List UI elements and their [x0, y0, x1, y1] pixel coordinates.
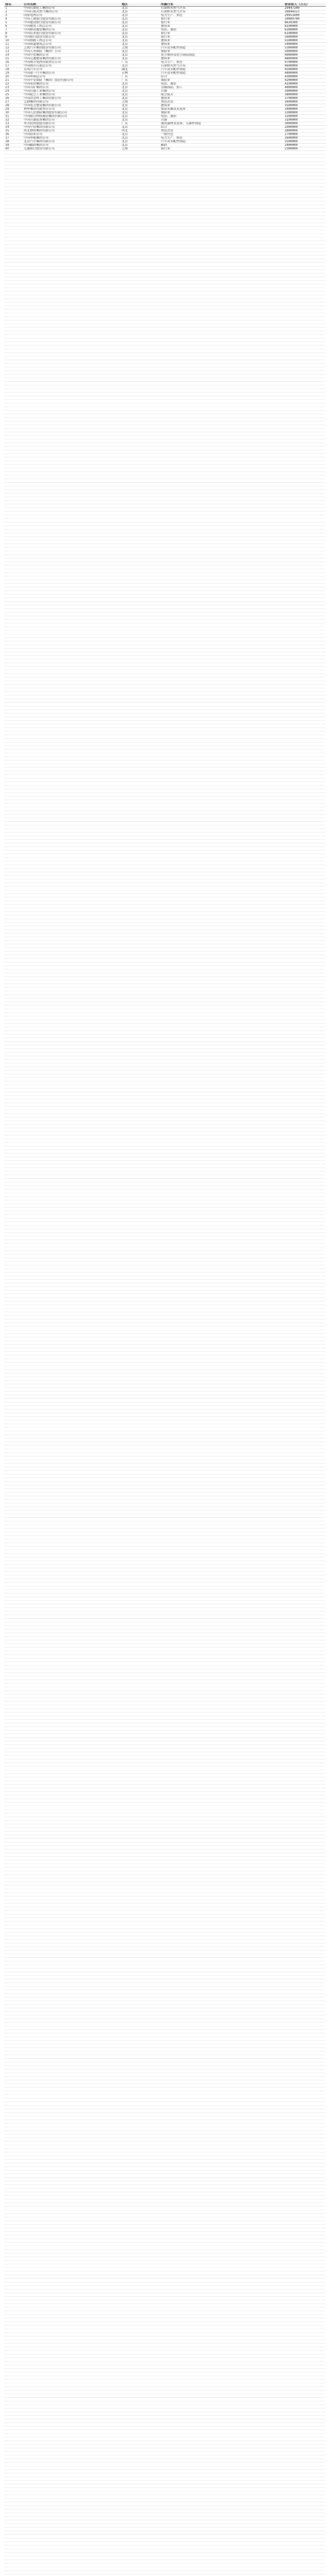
company-cell: 中国五矿集团公司 [23, 86, 121, 90]
rank-cell: 36 [4, 133, 23, 137]
region-cell: 北京 [121, 126, 160, 129]
company-cell: 中国电信集团公司 [23, 82, 121, 86]
industry-cell: 邮政 [160, 144, 284, 147]
column-header-region: 地区 [121, 3, 160, 7]
rank-cell: 37 [4, 137, 23, 140]
company-cell: 中国航空工业集团公司 [23, 93, 121, 97]
rank-cell: 12 [4, 46, 23, 50]
region-cell: 北京 [121, 104, 160, 108]
revenue-cell: 2400000 [284, 144, 326, 147]
table-row [4, 46, 326, 50]
revenue-cell: 3000000 [284, 122, 326, 126]
company-cell: 国家电网公司 [23, 14, 121, 18]
column-header-revenue: 营业收入（万元） [284, 3, 326, 7]
revenue-cell: 4400000 [284, 72, 326, 75]
region-cell: 广东 [121, 75, 160, 79]
table-row [4, 126, 326, 129]
table-row [4, 133, 326, 137]
table-row [4, 137, 326, 140]
industry-cell: 建筑业 [160, 57, 284, 61]
rank-cell: 27 [4, 100, 23, 104]
table-row [4, 50, 326, 54]
company-cell: 中国银行股份有限公司 [23, 36, 121, 39]
table-row [4, 100, 326, 104]
table-row [4, 7, 326, 10]
column-header-rank: 排名 [4, 3, 23, 7]
region-cell: 北京 [121, 25, 160, 28]
rank-cell: 2 [4, 10, 23, 14]
region-cell: 北京 [121, 118, 160, 122]
revenue-cell: 5600000 [284, 36, 326, 39]
region-cell: 北京 [121, 54, 160, 57]
industry-cell: 银行业 [160, 36, 284, 39]
company-cell: 中国平安保险（集团）股份有限公司 [23, 79, 121, 82]
company-cell: 中国海洋石油总公司 [23, 64, 121, 68]
region-cell: 广东 [121, 79, 160, 82]
region-cell: 北京 [121, 144, 160, 147]
revenue-cell: 3900000 [284, 90, 326, 93]
rank-cell: 29 [4, 108, 23, 111]
rank-cell: 15 [4, 57, 23, 61]
table-row [4, 118, 326, 122]
rank-cell: 35 [4, 129, 23, 133]
region-cell: 北京 [121, 21, 160, 25]
table-row [4, 39, 326, 43]
region-cell: 上海 [121, 100, 160, 104]
revenue-cell: 6100000 [284, 32, 326, 36]
industry-cell: 电信、通信 [160, 82, 284, 86]
industry-cell: 银行业 [160, 18, 284, 21]
table-row [4, 68, 326, 72]
region-cell: 上海 [121, 46, 160, 50]
industry-cell: 综合 [160, 75, 284, 79]
revenue-cell: 3700000 [284, 97, 326, 100]
industry-cell: 黑色冶金 [160, 129, 284, 133]
industry-cell: 石油和天然气开采 [160, 7, 284, 10]
revenue-cell: 4800000 [284, 57, 326, 61]
company-cell: 中国中信集团有限公司 [23, 126, 121, 129]
industry-cell: 煤炭采掘及采选业 [160, 108, 284, 111]
table-row [4, 97, 326, 100]
region-cell: 北京 [121, 108, 160, 111]
region-cell: 吉林 [121, 72, 160, 75]
rank-cell: 1 [4, 7, 23, 10]
table-row [4, 18, 326, 21]
table-row [4, 111, 326, 115]
region-cell: 北京 [121, 64, 160, 68]
region-cell: 北京 [121, 14, 160, 18]
revenue-cell: 4700000 [284, 61, 326, 64]
column-header-industry: 所属行业 [160, 3, 284, 7]
revenue-cell: 2300000 [284, 147, 326, 151]
table-row [4, 122, 326, 126]
rank-cell: 9 [4, 36, 23, 39]
revenue-cell: 3300000 [284, 111, 326, 115]
table-row [4, 10, 326, 14]
industry-cell: 保险业 [160, 111, 284, 115]
rank-cell: 4 [4, 18, 23, 21]
table-row [4, 14, 326, 18]
revenue-cell: 4500000 [284, 68, 326, 72]
industry-cell: 电力生产、供应 [160, 14, 284, 18]
revenue-cell: 2900000 [284, 126, 326, 129]
company-cell: 中国农业银行股份有限公司 [23, 32, 121, 36]
rank-cell: 8 [4, 32, 23, 36]
rank-cell: 17 [4, 64, 23, 68]
industry-cell: 化学原料及化学制品制造 [160, 54, 284, 57]
region-cell: 北京 [121, 10, 160, 14]
table-row [4, 129, 326, 133]
industry-cell: 保险业 [160, 79, 284, 82]
table-row [4, 72, 326, 75]
region-cell: 湖北 [121, 68, 160, 72]
table-row [4, 54, 326, 57]
company-cell: 中国兵器工业集团公司 [23, 90, 121, 93]
revenue-cell: 4000000 [284, 86, 326, 90]
revenue-cell: 2600000 [284, 137, 326, 140]
revenue-cell: 3600000 [284, 100, 326, 104]
revenue-cell: 2500000 [284, 140, 326, 144]
revenue-cell: 5300000 [284, 46, 326, 50]
industry-cell: 银行业 [160, 21, 284, 25]
rank-cell: 32 [4, 118, 23, 122]
company-cell: 中国中化集团公司 [23, 54, 121, 57]
company-cell: 中国移动通信集团公司 [23, 28, 121, 32]
industry-cell: 兵器 [160, 118, 284, 122]
region-cell: 北京 [121, 43, 160, 46]
table-row [4, 21, 326, 25]
rank-cell: 20 [4, 75, 23, 79]
revenue-cell: 3400000 [284, 108, 326, 111]
industry-cell: 银行业 [160, 147, 284, 151]
table-row [4, 28, 326, 32]
rank-cell: 26 [4, 97, 23, 100]
table-row [4, 64, 326, 68]
company-cell: 中国建筑工程总公司 [23, 25, 121, 28]
table-row [4, 25, 326, 28]
region-cell: 北京 [121, 50, 160, 54]
region-cell: 北京 [121, 137, 160, 140]
industry-cell: 保险业 [160, 50, 284, 54]
table-row [4, 140, 326, 144]
revenue-cell: 5500000 [284, 39, 326, 43]
rank-cell: 5 [4, 21, 23, 25]
rank-cell: 19 [4, 72, 23, 75]
revenue-cell: 3200000 [284, 115, 326, 118]
region-cell: 河北 [121, 129, 160, 133]
region-cell: 北京 [121, 93, 160, 97]
industry-cell: 汽车及零配件制造 [160, 140, 284, 144]
rank-cell: 31 [4, 115, 23, 118]
revenue-cell: 20951600 [284, 14, 326, 18]
region-cell: 北京 [121, 140, 160, 144]
industry-cell: 汽车及零配件制造 [160, 68, 284, 72]
region-cell: 北京 [121, 18, 160, 21]
industry-cell: 兵器 [160, 90, 284, 93]
ranking-sheet [4, 3, 326, 2576]
rank-cell: 24 [4, 90, 23, 93]
company-cell: 中国华能集团公司 [23, 137, 121, 140]
rank-cell: 23 [4, 86, 23, 90]
region-cell: 北京 [121, 57, 160, 61]
region-cell: 广东 [121, 61, 160, 64]
rank-cell: 22 [4, 82, 23, 86]
company-cell: 中国兵器装备集团公司 [23, 118, 121, 122]
company-cell: 中国人寿保险（集团）公司 [23, 50, 121, 54]
table-row [4, 115, 326, 118]
revenue-cell: 4600000 [284, 64, 326, 68]
industry-cell: 黑色冶金 [160, 100, 284, 104]
table-row [4, 75, 326, 79]
column-header-company: 公司名称 [23, 3, 121, 7]
company-cell: 中国华润总公司 [23, 75, 121, 79]
region-cell: 北京 [121, 111, 160, 115]
company-cell: 中国建设银行股份有限公司 [23, 21, 121, 25]
industry-cell: 航空航天 [160, 93, 284, 97]
company-cell: 中国交通建设集团有限公司 [23, 57, 121, 61]
region-cell: 北京 [121, 90, 160, 93]
rank-cell: 25 [4, 93, 23, 97]
company-cell: 中国电力建设集团有限公司 [23, 104, 121, 108]
region-cell: 北京 [121, 82, 160, 86]
region-cell: 北京 [121, 86, 160, 90]
table-row [4, 104, 326, 108]
revenue-cell: 8620300 [284, 21, 326, 25]
company-cell: 中国人民保险集团股份有限公司 [23, 111, 121, 115]
company-cell: 北京汽车集团有限公司 [23, 140, 121, 144]
table-row [4, 108, 326, 111]
rank-cell: 21 [4, 79, 23, 82]
table-row [4, 144, 326, 147]
company-cell: 华为投资控股有限公司 [23, 122, 121, 126]
revenue-cell: 4200000 [284, 79, 326, 82]
region-cell: 北京 [121, 133, 160, 137]
industry-cell: 电信、通信 [160, 28, 284, 32]
industry-cell: 银行业 [160, 32, 284, 36]
revenue-cell: 2700000 [284, 133, 326, 137]
region-cell: 北京 [121, 36, 160, 39]
rank-cell: 13 [4, 50, 23, 54]
region-cell: 北京 [121, 7, 160, 10]
company-cell: 中国第一汽车集团公司 [23, 72, 121, 75]
rank-cell: 7 [4, 28, 23, 32]
rank-cell: 30 [4, 111, 23, 115]
ranking-table [4, 3, 326, 151]
region-cell: 北京 [121, 115, 160, 118]
rank-cell: 33 [4, 122, 23, 126]
revenue-cell: 8100000 [284, 25, 326, 28]
rank-cell: 3 [4, 14, 23, 18]
company-cell: 中国铁道建筑总公司 [23, 43, 121, 46]
industry-cell: 综合 [160, 126, 284, 129]
table-row [4, 36, 326, 39]
table-row [4, 61, 326, 64]
revenue-cell: 4900000 [284, 54, 326, 57]
company-cell: 河北钢铁集团有限公司 [23, 129, 121, 133]
revenue-cell: 29447200 [284, 7, 326, 10]
company-cell: 中国邮政集团公司 [23, 144, 121, 147]
table-body [4, 7, 326, 151]
industry-cell: 电信、通信 [160, 115, 284, 118]
region-cell: 北京 [121, 39, 160, 43]
rank-cell: 28 [4, 104, 23, 108]
table-row [4, 147, 326, 151]
revenue-cell: 2800000 [284, 129, 326, 133]
revenue-cell: 6300000 [284, 28, 326, 32]
industry-cell: 汽车及零配件制造 [160, 72, 284, 75]
table-row [4, 57, 326, 61]
industry-cell: 建筑业 [160, 25, 284, 28]
table-row [4, 86, 326, 90]
industry-cell: 通讯器材及设备、元器件制造 [160, 122, 284, 126]
industry-cell: 金属制品、加工 [160, 86, 284, 90]
company-cell: 神华集团有限责任公司 [23, 108, 121, 111]
revenue-cell: 3500000 [284, 104, 326, 108]
company-cell: 中国工商银行股份有限公司 [23, 18, 121, 21]
company-cell: 中国南方电网有限责任公司 [23, 61, 121, 64]
company-cell: 交通银行股份有限公司 [23, 147, 121, 151]
region-cell: 广东 [121, 122, 160, 126]
industry-cell: 建筑业 [160, 43, 284, 46]
table-row [4, 79, 326, 82]
rank-cell: 34 [4, 126, 23, 129]
region-cell: 北京 [121, 97, 160, 100]
company-cell: 中国铝业公司 [23, 133, 121, 137]
revenue-cell: 4300000 [284, 75, 326, 79]
company-cell: 中国石油化工集团公司 [23, 7, 121, 10]
table-row [4, 43, 326, 46]
revenue-cell: 4100000 [284, 82, 326, 86]
rank-cell: 14 [4, 54, 23, 57]
industry-cell: 建筑业 [160, 97, 284, 100]
company-cell: 中国冶金科工集团有限公司 [23, 97, 121, 100]
rank-cell: 18 [4, 68, 23, 72]
industry-cell: 一般有色 [160, 133, 284, 137]
table-row [4, 90, 326, 93]
revenue-cell: 3100000 [284, 118, 326, 122]
table-continuation [4, 151, 326, 2576]
region-cell: 上海 [121, 147, 160, 151]
table-row [4, 93, 326, 97]
industry-cell: 石油和天然气开采 [160, 64, 284, 68]
region-cell: 北京 [121, 28, 160, 32]
revenue-cell: 3800000 [284, 93, 326, 97]
revenue-cell: 26844221 [284, 10, 326, 14]
company-cell: 中国联合网络通信集团有限公司 [23, 115, 121, 118]
company-cell: 东风汽车公司 [23, 68, 121, 72]
industry-cell: 建筑业 [160, 104, 284, 108]
industry-cell: 汽车及零配件制造 [160, 46, 284, 50]
rank-cell: 6 [4, 25, 23, 28]
region-cell: 北京 [121, 32, 160, 36]
revenue-cell: 5000000 [284, 50, 326, 54]
rank-cell: 11 [4, 43, 23, 46]
rank-cell: 10 [4, 39, 23, 43]
company-cell: 上海汽车集团股份有限公司 [23, 46, 121, 50]
industry-cell: 建筑业 [160, 39, 284, 43]
company-cell: 宝钢集团有限公司 [23, 100, 121, 104]
rank-cell: 16 [4, 61, 23, 64]
company-cell: 中国铁路工程总公司 [23, 39, 121, 43]
table-row [4, 82, 326, 86]
rank-cell: 39 [4, 144, 23, 147]
rank-cell: 38 [4, 140, 23, 144]
industry-cell: 电力生产、供应 [160, 137, 284, 140]
revenue-cell: 10009700 [284, 18, 326, 21]
industry-cell: 电力生产、供应 [160, 61, 284, 64]
revenue-cell: 5400000 [284, 43, 326, 46]
company-cell: 中国石油天然气集团公司 [23, 10, 121, 14]
table-row [4, 32, 326, 36]
industry-cell: 石油和天然气开采 [160, 10, 284, 14]
rank-cell: 40 [4, 147, 23, 151]
